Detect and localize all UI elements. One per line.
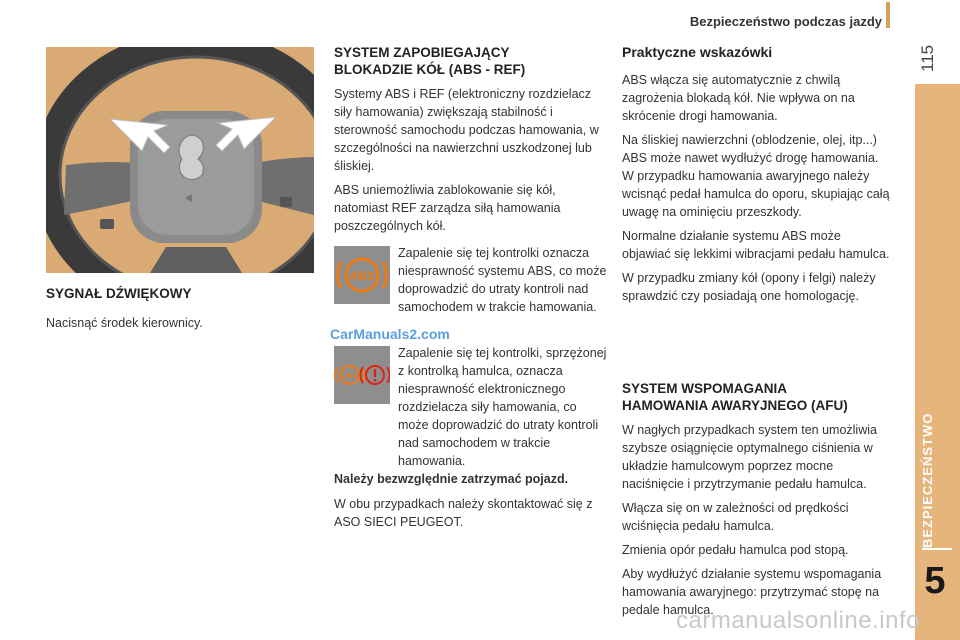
afu-heading-line2: HAMOWANIA AWARYJNEGO (AFU) [622,398,848,413]
watermark-carmanuals2: CarManuals2.com [330,326,450,342]
tips-section [622,44,892,311]
abs-action-block [334,470,606,537]
steering-wheel-image [46,47,314,273]
chapter-label: BEZPIECZEŃSTWO [920,412,935,548]
chapter-number: 5 [924,560,946,602]
afu-section [622,380,894,625]
watermark-carmanualsonline: carmanualsonline.info [676,607,920,634]
tips-heading: Praktyczne wskazówki [622,44,773,60]
tips-paragraph-3: Normalne działanie systemu ABS może objawiać się lekkimi wibracjami pedału hamulca. [622,229,890,261]
afu-paragraph-1: W nagłych przypadkach system ten umożliwia szybsze osiągnięcie optymalnego ciśnienia w układzie hamulcowym poprzez mocne naciśnięcie i przytrzymanie pedału hamulca. [622,423,877,491]
abs-section [334,44,604,241]
afu-heading-line1: SYSTEM WSPOMAGANIA [622,381,788,396]
abs-paragraph-2: ABS uniemożliwia zablokowanie się kół, natomiast REF zarządza siłą hamowania poszczególnych kół. [334,183,561,233]
abs-heading-line1: SYSTEM ZAPOBIEGAJĄCY [334,45,510,60]
afu-paragraph-3: Zmienia opór pedału hamulca pod stopą. [622,543,849,557]
stop-vehicle-instruction: Należy bezwzględnie zatrzymać pojazd. [334,472,569,486]
contact-dealer-text: W obu przypadkach należy skontaktować się z ASO SIECI PEUGEOT. [334,497,593,529]
abs-paragraph-1: Systemy ABS i REF (elektroniczny rozdzielacz siły hamowania) zwiększają stabilność i sterowność samochodu podczas hamowania, w szczególności na nawierzchni uszkodzonej lub śliskiej. [334,87,599,173]
ref-warning-block [334,344,607,468]
ref-icon-label: ABS [343,374,357,380]
horn-text: Nacisnąć środek kierownicy. [46,316,203,330]
tips-paragraph-1: ABS włącza się automatycznie z chwilą zagrożenia blokadą kół. Nie wpływa on na skrócenie drogi hamowania. [622,73,855,123]
sidebar-divider [922,548,952,550]
afu-paragraph-2: Włącza się on w zależności od prędkości wciśnięcia pedału hamulca. [622,501,849,533]
page-header-title: Bezpieczeństwo podczas jazdy [689,14,882,29]
afu-paragraph-4: Aby wydłużyć działanie systemu wspomagania hamowania awaryjnego: przytrzymać stopę na pedale hamulca. [622,567,882,617]
horn-section [46,285,306,338]
abs-heading-line2: BLOKADZIE KÓŁ (ABS - REF) [334,62,526,77]
afu-heading [622,380,894,414]
header-accent-bar [886,2,890,28]
abs-warning-light-icon [334,246,390,304]
ref-warning-text: Zapalenie się tej kontrolki, sprzężonej z kontrolką hamulca, oznacza niesprawność elektronicznego rozdzielacza siły hamowania, co może doprowadzić do utraty kontroli nad samochodem w trakcie hamowania. [398,346,607,468]
abs-warning-text: Zapalenie się tej kontrolki oznacza niesprawność systemu ABS, co może doprowadzić do utraty kontroli nad samochodem w trakcie hamowania. [398,246,607,314]
tips-paragraph-2: Na śliskiej nawierzchni (oblodzenie, olej, itp...) ABS może nawet wydłużyć drogę hamowania. W przypadku hamowania awaryjnego należy wcisnąć pedał hamulca do oporu, skupiając całą uwagę na ominięciu przeszkody. [622,133,890,219]
horn-heading: SYGNAŁ DŹWIĘKOWY [46,286,192,301]
tips-paragraph-4: W przypadku zmiany kół (opony i felgi) należy sprawdzić czy posiadają one homologację. [622,271,876,303]
ref-warning-lights-icon [334,346,390,404]
abs-heading [334,44,604,78]
abs-icon-label: ABS [349,269,375,283]
page-number: 115 [918,44,937,72]
abs-warning-block [334,244,606,330]
